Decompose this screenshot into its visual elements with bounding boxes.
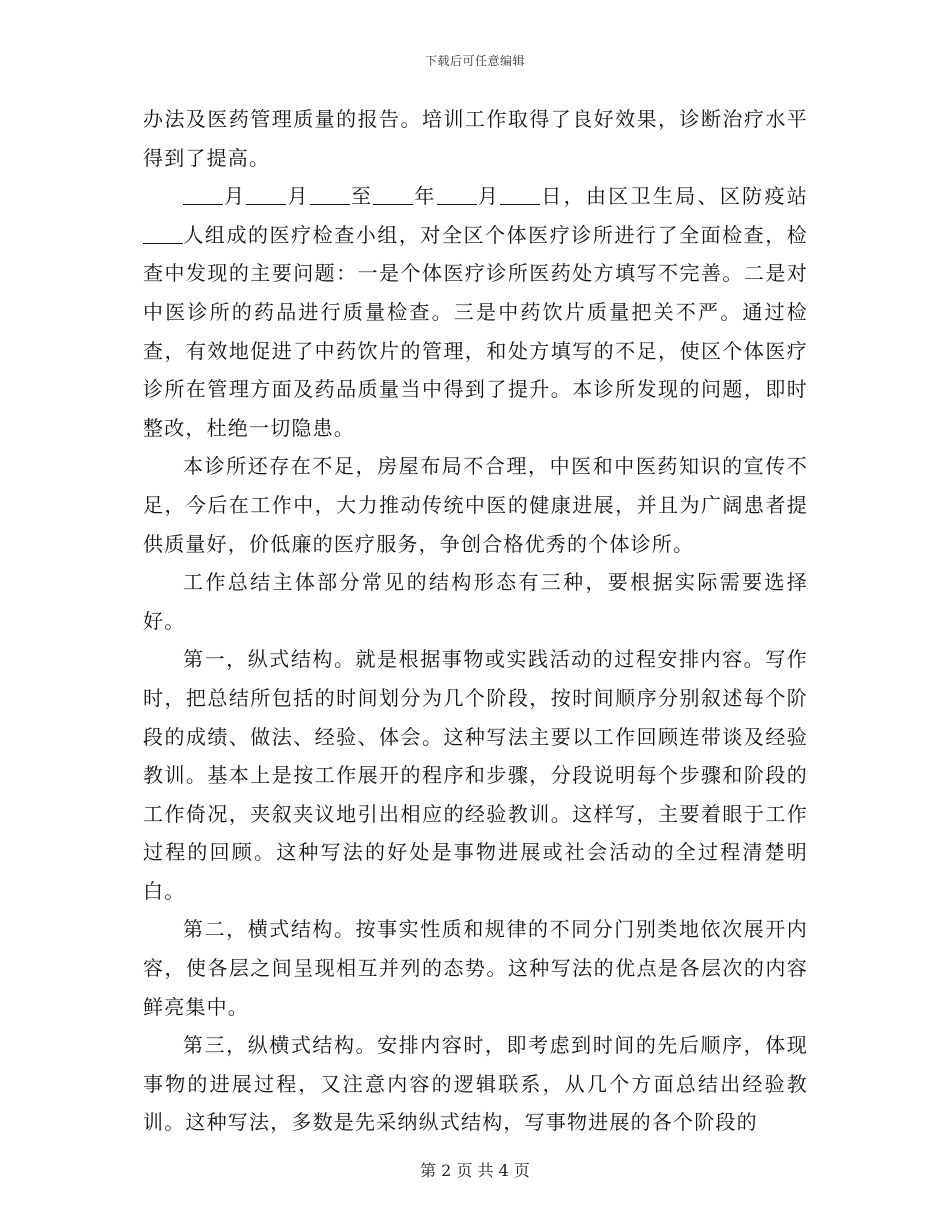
paragraph-2-seg-7: 人组成的医疗检查小组，对全区个体医疗诊所进行了全面检查，检查中发现的主要问题：一是个体医疗诊所医药处方填写不完善。二是对中医诊所的药品进行质量检查。三是中药饮片质量把关不严。通过检查，有效地促进了中药饮片的管理，和处方填写的不足，使区个体医疗诊所在管理方面及药品质量当中得到了提升。本诊所发现的问题，即时整改，杜绝一切隐患。 [143,222,808,440]
page-header: 下载后可任意编辑 [424,54,525,68]
document-body [143,100,808,1142]
paragraph-5: 第一，纵式结构。就是根据事物或实践活动的过程安排内容。写作时，把总结所包括的时间划分为几个阶段，按时间顺序分别叙述每个阶段的成绩、做法、经验、体会。这种写法主要以工作回顾连带谈及经验教训。基本上是按工作展开的程序和步骤，分段说明每个步骤和阶段的工作倚况，夹叙夹议地引出相应的经验教训。这样写，主要着眼于工作过程的回顾。这种写法的好处是事物进展或社会活动的全过程清楚明白。 [143,647,808,903]
blank-line [183,184,223,205]
blank-line [310,184,350,205]
paragraph-7: 第三，纵横式结构。安排内容时，即考虑到时间的先后顺序，体现事物的进展过程，又注意内容的逻辑联系，从几个方面总结出经验教训。这种写法，多数是先采纳纵式结构，写事物进展的各个阶段的 [143,1033,808,1135]
blank-line [500,184,540,205]
paragraph-2-seg-3: 至 [349,184,374,209]
paragraph-2 [143,177,808,447]
paragraph-6: 第二，横式结构。按事实性质和规律的不同分门别类地依次展开内容，使各层之间呈现相互并列的态势。这种写法的优点是各层次的内容鲜亮集中。 [143,917,808,1019]
paragraph-2-seg-4: 年 [413,184,437,209]
paragraph-2-seg-2: 月 [286,184,310,209]
blank-line [143,223,183,244]
paragraph-2-seg-5: 月 [476,184,501,209]
paragraph-1: 办法及医药管理质量的报告。培训工作取得了良好效果，诊断治疗水平得到了提高。 [143,107,808,170]
page-footer: 第 2 页 共 4 页 [420,1161,530,1180]
paragraph-4: 工作总结主体部分常见的结构形态有三种，要根据实际需要选择好。 [143,570,808,633]
blank-line [246,184,286,205]
paragraph-3: 本诊所还存在不足，房屋布局不合理，中医和中医药知识的宣传不足，今后在工作中，大力推动传统中医的健康进展，并且为广阔患者提供质量好，价低廉的医疗服务，争创合格优秀的个体诊所。 [143,454,808,556]
blank-line [373,184,413,205]
blank-line [437,184,477,205]
paragraph-2-seg-6: 日，由区卫生局、区防疫站 [540,184,808,209]
paragraph-2-seg-1: 月 [223,184,247,209]
